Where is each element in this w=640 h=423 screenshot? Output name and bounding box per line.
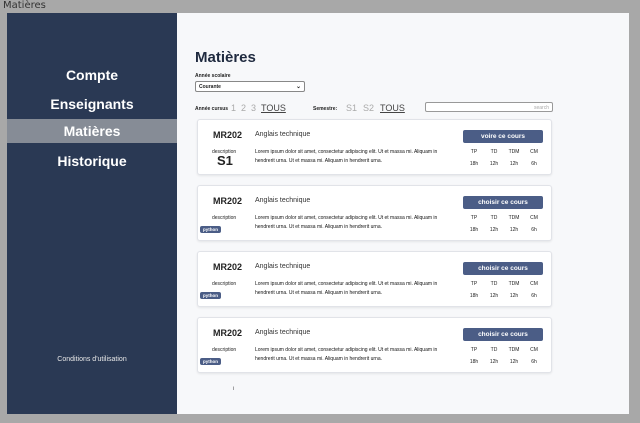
course-code: MR202 [213,196,243,206]
course-title: Anglais technique [255,197,311,204]
hours-header: TDM [508,215,520,221]
course-code: MR202 [213,328,243,338]
hours-header: TD [490,281,498,287]
hours-header: TP [470,347,478,353]
cursus-option-1[interactable]: 1 [231,103,237,113]
annee-scolaire-value: Courante [199,84,221,90]
hours-value: 12h [509,293,519,299]
cursus-option-3[interactable]: 3 [251,103,257,113]
hours-header: TD [490,347,498,353]
description-label: description [212,215,237,221]
hours-header: CM [530,347,538,353]
hours-value: 12h [489,227,499,233]
course-card [197,251,552,307]
hours-value: 6h [531,293,537,299]
view-course-button[interactable]: voire ce cours [463,130,543,143]
language-tag: python [200,292,221,299]
sidebar [7,13,177,414]
course-code: MR202 [213,130,243,140]
sidebar-item-compte[interactable]: Compte [65,67,119,83]
search-input[interactable]: search [425,102,553,112]
description-label: description [212,149,237,155]
course-description: Lorem ipsum dolor sit amet, consectetur adipiscing elit. Ut et massa mi. Aliquam in hendrerit urna. Ut et massa mi. Aliquam in hendrerit urna. [255,281,438,296]
hours-value: 12h [489,293,499,299]
choose-course-button[interactable]: choisir ce cours [463,328,543,341]
hours-value: 6h [531,161,537,167]
hours-header: TDM [508,281,520,287]
semestre-option-s1[interactable]: S1 [346,103,358,113]
language-tag: python [200,226,221,233]
course-description: Lorem ipsum dolor sit amet, consectetur adipiscing elit. Ut et massa mi. Aliquam in hendrerit urna. Ut et massa mi. Aliquam in hendrerit urna. [255,149,438,164]
sidebar-item-historique[interactable]: Historique [57,153,127,169]
semester-badge: S1 [217,153,233,168]
hours-header: CM [530,215,538,221]
course-title: Anglais technique [255,131,311,138]
hours-value: 18h [469,359,479,365]
pagination-indicator[interactable]: i [233,386,235,392]
course-card [197,317,552,373]
hours-value: 18h [469,161,479,167]
chevron-down-icon: ⌄ [295,84,301,90]
cursus-label: Année cursus [195,106,229,112]
window-title: Matières [3,0,46,11]
course-description: Lorem ipsum dolor sit amet, consectetur adipiscing elit. Ut et massa mi. Aliquam in hendrerit urna. Ut et massa mi. Aliquam in hendrerit urna. [255,215,438,230]
course-title: Anglais technique [255,263,311,270]
course-description: Lorem ipsum dolor sit amet, consectetur adipiscing elit. Ut et massa mi. Aliquam in hendrerit urna. Ut et massa mi. Aliquam in hendrerit urna. [255,347,438,362]
hours-value: 18h [469,293,479,299]
hours-table [465,149,543,173]
course-title: Anglais technique [255,329,311,336]
hours-header: TDM [508,347,520,353]
hours-header: TD [490,215,498,221]
hours-value: 18h [469,227,479,233]
annee-scolaire-select[interactable] [195,81,305,92]
cursus-option-2[interactable]: 2 [241,103,247,113]
choose-course-button[interactable]: choisir ce cours [463,196,543,209]
semestre-option-s2[interactable]: S2 [363,103,375,113]
page-title: Matières [195,49,256,66]
semestre-option-tous[interactable]: TOUS [380,103,405,113]
hours-header: CM [530,149,538,155]
language-tag: python [200,358,221,365]
hours-table [465,215,543,239]
description-label: description [212,347,237,353]
course-card [197,119,552,175]
sidebar-item-enseignants[interactable]: Enseignants [50,96,134,112]
sidebar-item-matieres[interactable]: Matières [7,119,177,143]
hours-value: 6h [531,227,537,233]
hours-header: TP [470,215,478,221]
hours-header: TP [470,281,478,287]
hours-header: TP [470,149,478,155]
main-content [177,13,629,414]
hours-value: 12h [509,359,519,365]
app-frame [7,13,629,414]
hours-value: 12h [509,227,519,233]
hours-header: TD [490,149,498,155]
description-label: description [212,281,237,287]
annee-scolaire-label: Année scolaire [195,73,231,79]
hours-value: 12h [489,161,499,167]
course-code: MR202 [213,262,243,272]
hours-value: 12h [509,161,519,167]
hours-header: TDM [508,149,520,155]
hours-value: 6h [531,359,537,365]
course-card [197,185,552,241]
hours-value: 12h [489,359,499,365]
hours-table [465,281,543,305]
terms-link[interactable]: Conditions d'utilisation [57,356,127,363]
choose-course-button[interactable]: choisir ce cours [463,262,543,275]
hours-table [465,347,543,371]
semestre-label: Semestre: [313,106,338,112]
hours-header: CM [530,281,538,287]
cursus-option-tous[interactable]: TOUS [261,103,286,113]
